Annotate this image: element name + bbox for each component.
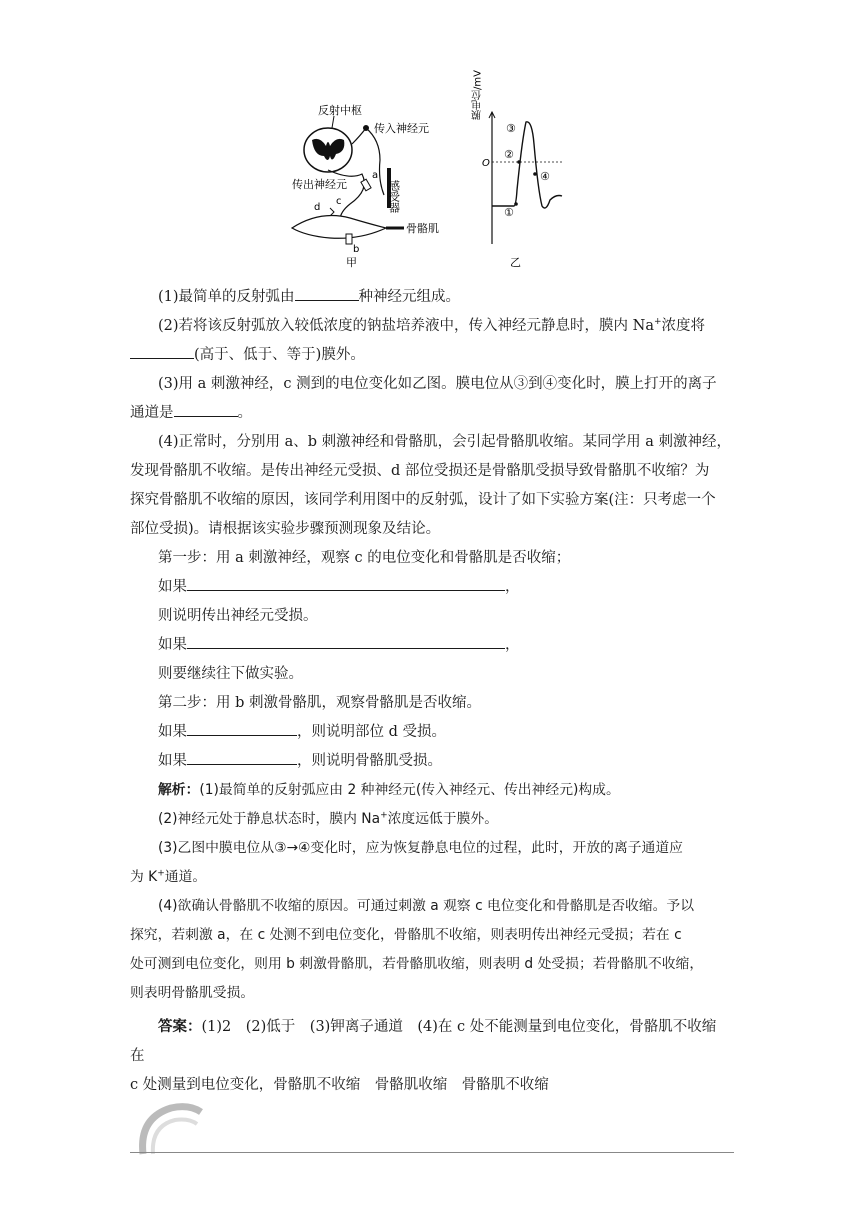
q4-text-line4: 部位受损)。请根据该实验步骤预测现象及结论。 (130, 521, 441, 537)
question-1 (130, 283, 735, 312)
analysis-4-line2 (130, 921, 735, 950)
analysis-2 (130, 805, 735, 834)
q2-text-post: (高于、低于、等于)膜外。 (194, 347, 365, 363)
q3-text-post: 。 (237, 405, 252, 421)
answer-line-1 (130, 1012, 735, 1071)
membrane-potential-graph (472, 70, 563, 269)
analysis-p4-line1: (4)欲确认骨骼肌不收缩的原因。可通过刺激 a 观察 c 电位变化和骨骼肌是否收缩。予以 (158, 898, 695, 914)
if-line-1 (130, 573, 735, 602)
step-2 (130, 689, 735, 718)
q1-text-post: 种神经元组成。 (358, 289, 461, 305)
caption-left: 甲 (346, 256, 357, 269)
comma-1: ， (505, 579, 520, 595)
answer-label: 答案： (158, 1018, 202, 1035)
analysis-p2-post: 浓度远低于膜外。 (387, 811, 498, 827)
footer-divider (130, 1152, 734, 1153)
analysis-p3-post: 通道。 (164, 869, 207, 885)
analysis-p2-sup: + (380, 810, 388, 821)
graph-point-1: ① (504, 206, 514, 219)
if-line-4 (130, 747, 735, 776)
analysis-label: 解析： (158, 782, 200, 798)
then3-text: ，则说明部位 d 受损。 (297, 724, 446, 740)
q3-text-pre: 通道是 (130, 405, 174, 421)
then-line-1 (130, 602, 735, 631)
step-1 (130, 544, 735, 573)
graph-curve (492, 122, 562, 208)
label-b: b (353, 244, 360, 255)
q2-answer-blank[interactable] (130, 342, 194, 359)
if-answer-blank-3[interactable] (187, 719, 297, 736)
label-efferent: 传出神经元 (292, 178, 347, 191)
q3-text-line1: (3)用 a 刺激神经，c 测到的电位变化如乙图。膜电位从③到④变化时，膜上打开的离子 (158, 376, 717, 392)
analysis-p3-sup: + (157, 868, 165, 879)
if-label-4: 如果 (158, 753, 187, 769)
answer-text-line1: (1)2 (2)低于 (3)钾离子通道 (4)在 c 处不能测量到电位变化，骨骼肌不收缩 在 (130, 1019, 731, 1064)
step1-text: 第一步：用 a 刺激神经，观察 c 的电位变化和骨骼肌是否收缩； (158, 550, 571, 566)
label-c: c (336, 196, 342, 207)
analysis-3-cont (130, 863, 735, 892)
analysis-p4-line2: 探究，若刺激 a，在 c 处测不到电位变化，骨骼肌不收缩，则表明传出神经元受损；若在 c (130, 927, 682, 943)
label-a: a (372, 170, 379, 181)
question-content (130, 283, 735, 1100)
graph-origin: O (482, 158, 490, 169)
label-muscle: 骨骼肌 (406, 222, 439, 235)
label-center: 反射中枢 (318, 104, 362, 117)
muscle-icon (292, 216, 386, 239)
if-label-1: 如果 (158, 579, 187, 595)
if-answer-blank-2[interactable] (187, 632, 505, 649)
if-answer-blank-1[interactable] (187, 574, 505, 591)
analysis-p4-line3: 处可测到电位变化，则用 b 刺激骨骼肌，若骨骼肌收缩，则表明 d 处受损；若骨骼肌不收缩， (130, 956, 704, 972)
question-3 (130, 370, 735, 399)
label-d: d (314, 202, 321, 213)
graph-point-2: ② (504, 148, 514, 161)
graph-ylabel: 膜电位/mV (472, 70, 484, 120)
analysis-p1: (1)最简单的反射弧应由 2 种神经元(传入神经元、传出神经元)构成。 (199, 782, 620, 798)
if-line-2 (130, 631, 735, 660)
question-4-line1 (130, 428, 735, 457)
analysis-1 (130, 776, 735, 805)
q4-text-line3: 探究骨骼肌不收缩的原因，该同学利用图中的反射弧，设计了如下实验方案(注：只考虑一个 (130, 492, 716, 508)
q1-text-pre: (1)最简单的反射弧由 (158, 289, 295, 305)
if-label-3: 如果 (158, 724, 187, 740)
graph-point-3: ③ (506, 122, 516, 135)
q4-text-line1: (4)正常时，分别用 a、b 刺激神经和骨骼肌，会引起骨骼肌收缩。某同学用 a 刺激神经， (158, 434, 732, 450)
question-2 (130, 312, 735, 341)
analysis-p4-line4: 则表明骨骼肌受损。 (130, 985, 255, 1001)
question-3-cont (130, 399, 735, 428)
question-4-line4 (130, 515, 735, 544)
analysis-4-line4 (130, 979, 735, 1008)
answer-line-2 (130, 1071, 735, 1100)
analysis-p3-pre: 为 K (130, 869, 158, 885)
question-4-line2 (130, 457, 735, 486)
answer-text-line2: c 处测量到电位变化，骨骼肌不收缩 骨骼肌收缩 骨骼肌不收缩 (130, 1077, 549, 1093)
if-line-3 (130, 718, 735, 747)
label-receptor: 感受器 (387, 180, 401, 213)
question-2-cont (130, 341, 735, 370)
q3-answer-blank[interactable] (174, 400, 238, 417)
question-4-line3 (130, 486, 735, 515)
then-line-2 (130, 660, 735, 689)
footer-arc-icon (135, 1098, 205, 1158)
if-answer-blank-4[interactable] (187, 748, 297, 765)
reflex-arc-diagram (290, 70, 580, 270)
analysis-p3-line1: (3)乙图中膜电位从③→④变化时，应为恢复静息电位的过程，此时，开放的离子通道应 (158, 840, 683, 856)
then2-text: 则要继续往下做实验。 (158, 666, 303, 682)
caption-right: 乙 (510, 256, 521, 269)
analysis-3 (130, 834, 735, 863)
q2-text-pre: (2)若将该反射弧放入较低浓度的钠盐培养液中，传入神经元静息时，膜内 Na (158, 318, 654, 334)
graph-point-4: ④ (540, 170, 550, 183)
if-label-2: 如果 (158, 637, 187, 653)
then4-text: ，则说明骨骼肌受损。 (297, 753, 442, 769)
analysis-4-line1 (130, 892, 735, 921)
q2-text-mid: 浓度将 (661, 318, 706, 334)
q4-text-line2: 发现骨骼肌不收缩。是传出神经元受损、d 部位受损还是骨骼肌受损导致骨骼肌不收缩？为 (130, 463, 710, 479)
label-afferent: 传入神经元 (374, 122, 429, 135)
analysis-4-line3 (130, 950, 735, 979)
analysis-p2-pre: (2)神经元处于静息状态时，膜内 Na (158, 811, 381, 827)
then1-text: 则说明传出神经元受损。 (158, 608, 318, 624)
q1-answer-blank[interactable] (295, 284, 359, 301)
spinal-cord-icon (304, 128, 352, 172)
step2-text: 第二步：用 b 刺激骨骼肌，观察骨骼肌是否收缩。 (158, 695, 481, 711)
figure-area (290, 70, 580, 270)
q2-superscript: + (653, 317, 662, 328)
comma-2: ， (505, 637, 520, 653)
